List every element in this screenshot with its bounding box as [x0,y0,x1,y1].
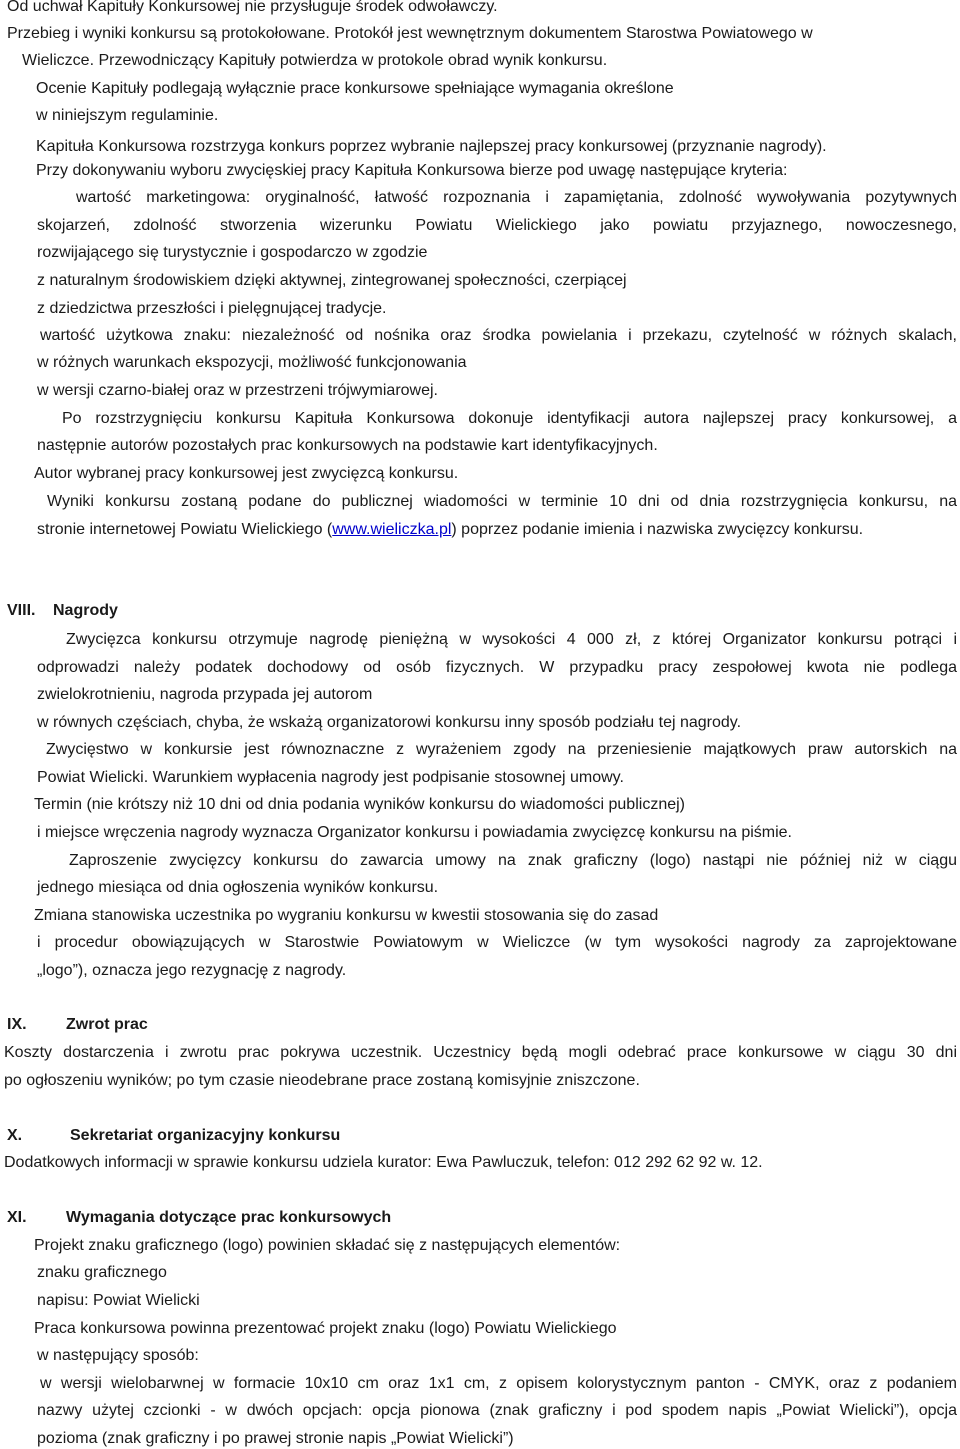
text-line: zwielokrotnieniu, nagroda przypada jej autorom [37,686,373,703]
text-line: Przy dokonywaniu wyboru zwycięskiej pracy Kapituła Konkursowa bierze pod uwagę następujące kryteria: [36,162,788,179]
section-title: Zwrot prac [66,1016,148,1033]
text-line: Zaproszenie zwycięzcy konkursu do zawarcia umowy na znak graficzny (logo) nastąpi nie później niż w ciągu [69,852,957,869]
text-line: Powiat Wielicki. Warunkiem wypłacenia nagrody jest podpisanie stosownej umowy. [37,769,624,786]
text-line: napisu: Powiat Wielicki [37,1292,200,1309]
text-line: z dziedzictwa przeszłości i pielęgnującej tradycje. [37,300,387,317]
text-line: jednego miesiąca od dnia ogłoszenia wyników konkursu. [37,879,439,896]
text-line: Autor wybranej pracy konkursowej jest zwycięzcą konkursu. [34,465,459,482]
text-line: i miejsce wręczenia nagrody wyznacza Organizator konkursu i powiadamia zwycięzcę konkursu na piśmie. [37,824,792,841]
text-line: po ogłoszeniu wyników; po tym czasie nieodebrane prace zostaną komisyjnie zniszczone. [4,1072,640,1089]
text-line: Od uchwał Kapituły Konkursowej nie przysługuje środek odwoławczy. [7,0,498,15]
section-number: IX. [7,1016,27,1033]
text-line: nazwy użytej czcionki - w dwóch opcjach: opcja pionowa (znak graficzny i pod spodem napis „Powiat Wielicki”), opcja [37,1402,957,1419]
text-line: w wersji czarno-białej oraz w przestrzeni trójwymiarowej. [37,382,438,399]
text-line: Projekt znaku graficznego (logo) powinien składać się z następujących elementów: [34,1237,621,1254]
text-line: w niniejszym regulaminie. [36,107,219,124]
text-fragment: ) poprzez podanie imienia i nazwiska zwycięzcy konkursu. [451,521,864,538]
text-line: z naturalnym środowiskiem dzięki aktywnej, zintegrowanej społeczności, czerpiącej [37,272,627,289]
section-title: Sekretariat organizacyjny konkursu [70,1127,341,1144]
website-link[interactable]: www.wieliczka.pl [332,521,452,538]
section-number: XI. [7,1209,27,1226]
text-line: pozioma (znak graficzny i po prawej stronie napis „Powiat Wielicki”) [37,1430,514,1447]
text-line: wartość marketingowa: oryginalność, łatwość rozpoznania i zapamiętania, zdolność wywoływania pozytywnych [76,189,957,206]
text-line: Przebieg i wyniki konkursu są protokołowane. Protokół jest wewnętrznym dokumentem Starostwa Powiatowego w [7,25,813,42]
text-line: Koszty dostarczenia i zwrotu prac pokrywa uczestnik. Uczestnicy będą mogli odebrać prace konkursowe w ciągu 30 dni [4,1044,957,1061]
text-fragment: stronie internetowej Powiatu Wielickiego ( [37,521,333,538]
section-number: VIII. [7,602,36,619]
section-title: Nagrody [53,602,118,619]
text-line-with-link [37,520,863,540]
text-line: Zwycięstwo w konkursie jest równoznaczne z wyrażeniem zgody na przeniesienie majątkowych praw autorskich na [46,741,957,758]
text-line: Kapituła Konkursowa rozstrzyga konkurs poprzez wybranie najlepszej pracy konkursowej (przyznanie nagrody). [36,138,827,155]
text-line: Wieliczce. Przewodniczący Kapituły potwierdza w protokole obrad wynik konkursu. [22,52,608,69]
text-line: w różnych warunkach ekspozycji, możliwość funkcjonowania [37,354,467,371]
text-line: skojarzeń, zdolność stworzenia wizerunku Powiatu Wielickiego jako powiatu przyjaznego, nowoczesnego, [37,217,957,234]
text-line: w równych częściach, chyba, że wskażą organizatorowi konkursu inny sposób podziału tej nagrody. [37,714,742,731]
text-line: Wyniki konkursu zostaną podane do publicznej wiadomości w terminie 10 dni od dnia rozstrzygnięcia konkursu, na [47,493,957,510]
text-line: Zmiana stanowiska uczestnika po wygraniu konkursu w kwestii stosowania się do zasad [34,907,659,924]
section-heading-x [7,1126,340,1146]
section-heading-viii [7,601,118,621]
text-line: i procedur obowiązujących w Starostwie Powiatowym w Wieliczce (w tym wysokości nagrody za zaprojektowane [37,934,957,951]
section-title: Wymagania dotyczące prac konkursowych [66,1209,392,1226]
text-line: wartość użytkowa znaku: niezależność od nośnika oraz środka powielania i przekazu, czytelność w różnych skalach, [40,327,957,344]
text-line: Zwycięzca konkursu otrzymuje nagrodę pieniężną w wysokości 4 000 zł, z której Organizator konkursu potrąci i [66,631,957,648]
text-line: następnie autorów pozostałych prac konkursowych na podstawie kart identyfikacyjnych. [37,437,658,454]
text-line: rozwijającego się turystycznie i gospodarczo w zgodzie [37,244,428,261]
text-line: odprowadzi należy podatek dochodowy od osób fizycznych. W przypadku pracy zespołowej kwota nie podlega [37,659,957,676]
section-heading-xi [7,1208,391,1228]
text-line: Po rozstrzygnięciu konkursu Kapituła Konkursowa dokonuje identyfikacji autora najlepszej pracy konkursowej, a [62,410,957,427]
text-line: w wersji wielobarwnej w formacie 10x10 cm oraz 1x1 cm, z opisem kolorystycznym panton - CMYK, oraz z podaniem [40,1375,957,1392]
text-line: Dodatkowych informacji w sprawie konkursu udziela kurator: Ewa Pawluczuk, telefon: 012 292 62 92 w. 12. [4,1154,763,1171]
text-line: znaku graficznego [37,1264,167,1281]
text-line: Ocenie Kapituły podlegają wyłącznie prace konkursowe spełniające wymagania określone [36,80,674,97]
text-line: w następujący sposób: [37,1347,199,1364]
section-heading-ix [7,1015,148,1035]
text-line: „logo”), oznacza jego rezygnację z nagrody. [37,962,347,979]
text-line: Praca konkursowa powinna prezentować projekt znaku (logo) Powiatu Wielickiego [34,1320,617,1337]
section-number: X. [7,1127,23,1144]
text-line: Termin (nie krótszy niż 10 dni od dnia podania wyników konkursu do wiadomości publicznej) [34,796,685,813]
